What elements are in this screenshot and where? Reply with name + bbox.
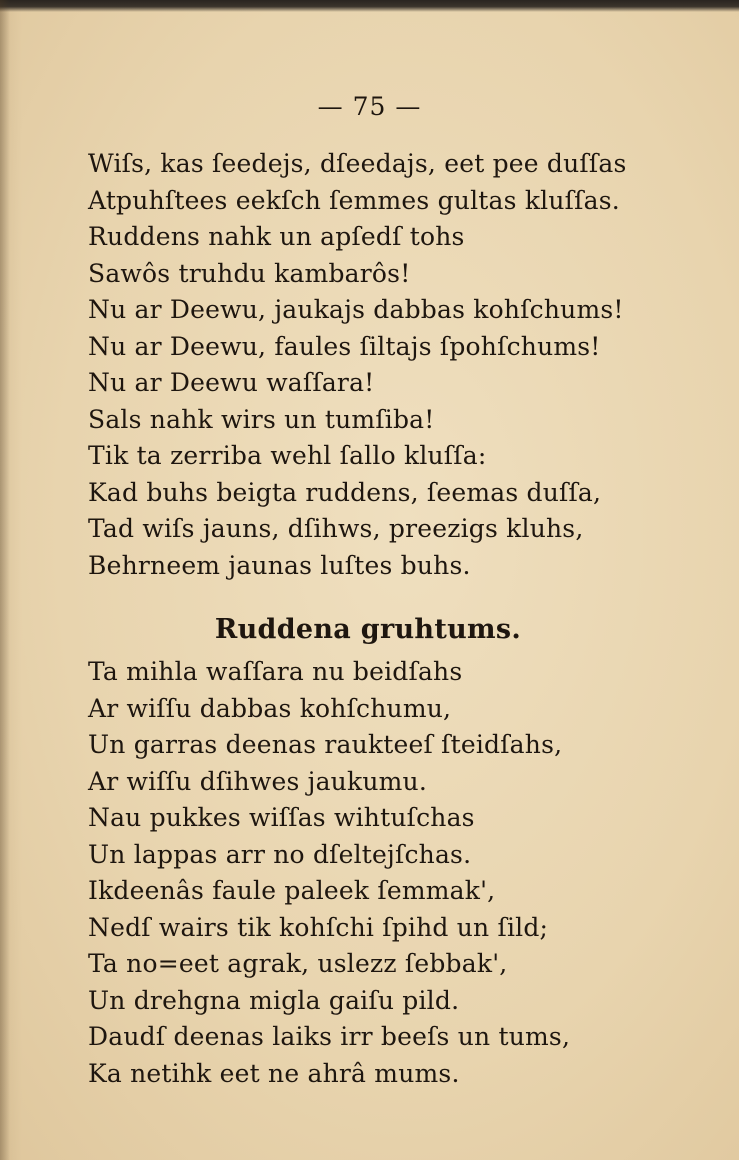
poem-line: Ta no=eet agrak, uslezz ſebbak', <box>88 949 508 978</box>
poem-line: Un lappas arr no dſeltejſchas. <box>88 839 472 869</box>
poem-line: Kad buhs beigta ruddens, ſeemas duſſa, <box>88 477 602 507</box>
poem-line: Ar wiſſu dabbas kohſchumu, <box>88 693 452 723</box>
poem-line: Ruddens nahk un apſedſ tohs <box>88 222 465 251</box>
poem-line: Ikdeenâs faule paleek ſemmak', <box>88 876 496 905</box>
page-number: — 75 — <box>317 92 422 121</box>
poem-line: Nu ar Deewu, jaukajs dabbas kohſchums! <box>88 295 624 324</box>
poem-line: Nau pukkes wiſſas wihtuſchas <box>88 803 475 832</box>
poem-line: Nedſ wairs tik kohſchi ſpihd un ſild; <box>88 912 549 942</box>
poem-line: Wiſs, kas ſeedejs, dſeedajs, eet pee duſſas <box>88 149 627 178</box>
poem-line: Tik ta zerriba wehl ſallo kluſſa: <box>88 441 487 470</box>
stanza-4 <box>88 654 688 873</box>
poem-line: Sals nahk wirs un tumſiba! <box>88 404 435 434</box>
poem-line: Daudſ deenas laiks irr beeſs un tums, <box>88 1022 571 1051</box>
poem-text-block <box>88 146 688 1092</box>
binding-shadow <box>0 0 10 1160</box>
poem-line: Behrneem jaunas luſtes buhs. <box>88 550 471 580</box>
page-top-edge <box>0 0 739 12</box>
poem-line: Ka netihk eet ne ahrâ mums. <box>88 1058 460 1088</box>
poem-line: Nu ar Deewu waſſara! <box>88 368 375 397</box>
poem-line: Tad wiſs jauns, dſihws, preezigs kluhs, <box>88 514 584 543</box>
poem-line: Ta mihla waſſara nu beidſahs <box>88 657 463 686</box>
stanza-1 <box>88 146 688 292</box>
poem-line: Sawôs truhdu kambarôs! <box>88 258 411 288</box>
stanza-2 <box>88 292 688 438</box>
poem-line: Un garras deenas raukteeſ ſteidſahs, <box>88 730 563 759</box>
poem-line: Nu ar Deewu, faules ſiltajs ſpohſchums! <box>88 331 601 361</box>
poem-title: Ruddena gruhtums. <box>214 614 522 645</box>
poem-line: Atpuhſtees eekſch ſemmes gultas kluſſas. <box>88 185 620 215</box>
stanza-3 <box>88 438 688 584</box>
stanza-5 <box>88 873 688 1092</box>
poem-line: Ar wiſſu dſihwes jaukumu. <box>88 766 427 796</box>
poem-line: Un drehgna migla gaiſu pild. <box>88 985 460 1015</box>
